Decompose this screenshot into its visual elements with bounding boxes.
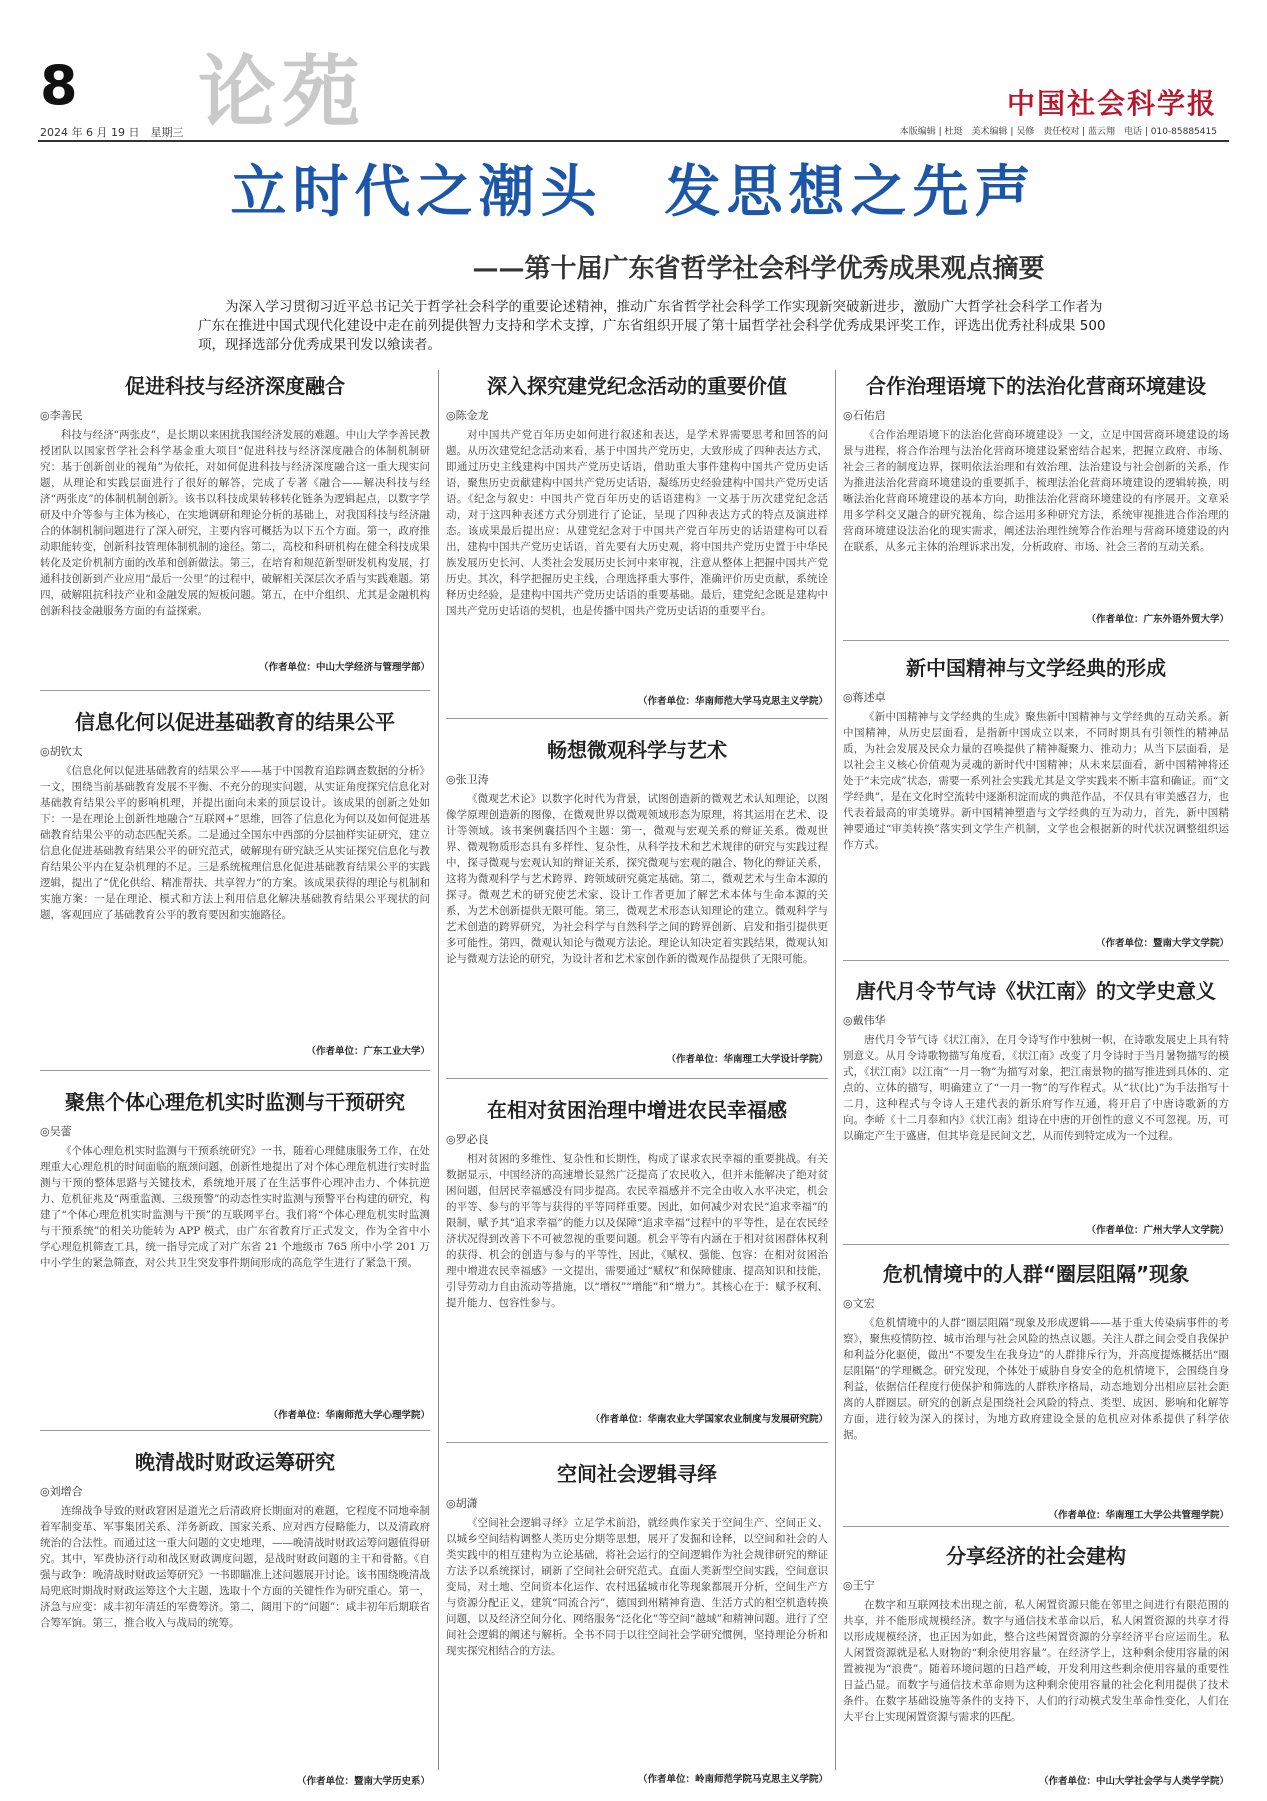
article-author: ◎文宏 [843, 1297, 875, 1310]
article-author: ◎胡潇 [446, 1497, 478, 1510]
article-author: ◎戴伟华 [843, 1014, 886, 1027]
article-body: 《微观艺术论》以数字化时代为背景，试图创造新的微观艺术认知理论，以图像学原理创造新的图像，在微观世界以微观领域形态为原理，将其运用在艺术、设计等领域。该书案例囊括四个主题：第一，微观与宏观关系的辩证关系。微观世界、微观物质形态具有多样性、复杂性，从科学技术和艺术规律的研究与实践过程中，探寻微观与宏观认知的辩证关系，探究微观与宏观的融合、物化的辩证关系，这将为微观科学与艺术跨界、跨领域研究奠定基础。第二，微观艺术与生命本源的探寻。微观艺术的研究使艺术家、设计工作者更加了解艺术本体与生命本源的关系，为艺术创新提供无限可能。第三，微观艺术形态认知理论的建立。微观科学与艺术创造的跨界研究，为社会科学与自然科学之间的跨界创新、启发和指引提供更多可能性。第四，微观认知论与微观方法论。理论认知决定着实践结果，微观认知论与微观方法论的研究，为设计者和艺术家创作新的微观作品提供了无限可能。 [446, 793, 828, 965]
article-body: 连绵战争导致的财政窘困是道光之后清政府长期面对的难题，它程度不同地牵制着军制变革、军事集团关系、洋务新政、国家关系、应对西方侵略能力，以及清政府统治的合法性。而通过这一重大问题的文史地理，——晚清战时财政运筹问题值得研究。其中，军费协济行动和战区财政调度问题，是战时财政问题的主干和骨骼。《自强与政争：晚清战时财政运筹研究》一书即瞄准上述问题展开讨论。该书围绕晚清战局兜底时期战时财政运筹这个大主题，选取十个方面的关键性作为研究重心。第一，济急与应变：咸丰初年清廷的军费筹济。第二，阔用下的“问题”：咸丰初年后期联省合筹军饷。第三，推合收入与战局的统筹。 [40, 1505, 430, 1629]
article-title: 信息化何以促进基础教育的结果公平 [75, 710, 395, 734]
article-body: 唐代月令节气诗《状江南》，在月令诗写作中独树一帜，在诗歌发展史上具有特别意义。从月令诗歌物描写角度看，《状江南》改变了月令诗时于当月暑物描写的模式，《状江南》以江南“一月一物”为描写对象，把江南景物的描写推进到具体的、定点的、立体的描写，明确建立了“一月一物”的写作程式。从“状(比)”为手法指写十二月，这种程式与令诗人王建代表的新乐府写作互通，将开启了中唐诗歌新的方向。李峤《十二月奉和内》《状江南》组诗在中唐的开创性的意义不可忽视。历，可以确定产生于盛唐，但其毕竟是民间文艺，从而传到特定成为一个过程。 [843, 1034, 1229, 1142]
article-author: ◎胡钦太 [40, 745, 83, 758]
section-title: 论苑 [198, 47, 367, 138]
article-divider [446, 718, 828, 719]
sub-headline: ——第十届广东省哲学社会科学优秀成果观点摘要 [472, 254, 1045, 284]
page-number: 8 [40, 54, 78, 117]
article-signature: （作者单位：暨南大学文学院） [1095, 938, 1229, 949]
article-body: 《信息化何以促进基础教育的结果公平——基于中国教育追踪调查数据的分析》一文，围绕当前基础教育发展不平衡、不充分的现实问题，从实证角度探究信息化对基础教育结果公平的影响机理，并提出面向未来的顶层设计。该成果的创新之处如下：一是在理论上创新性地融合“互联网+”思维，回答了信息化为何以及如何促进基础教育结果公平的动态匹配关系。二是通过全国东中西部的分层抽样实证研究，建立信息化促进基础教育结果公平的研究范式，破解现有研究缺乏从实证探究信息化与教育结果公平内在复杂机理的不足。三是系统梳理信息化促进基础教育结果公平的实践逻辑，提出了“优化供给、精准帮扶、共享智力”的方案。该成果获得的理论与机制和实施方案：一是在理论、模式和方法上利用信息化解决基础教育结果公平现状的问题，客观回应了基础教育公平的教育要因和实施路径。 [40, 765, 430, 921]
article-signature: （作者单位：华南理工大学公共管理学院） [1048, 1510, 1229, 1520]
article-2 [40, 1086, 430, 1422]
column-divider [438, 370, 439, 1770]
article-4 [446, 370, 828, 710]
article-signature: （作者单位：岭南师范学院马克思主义学院） [637, 1774, 828, 1785]
intro-paragraph: 为深入学习贯彻习近平总书记关于哲学社会科学的重要论述精神，推动广东省哲学社会科学工作实现新突破新进步，激励广大哲学社会科学工作者为广东在推进中国式现代化建设中走在前列提供智力支持和学术支撑，广东省组织开展了第十届哲学社会科学优秀成果评奖工作，评选出优秀社科成果 500 项，现择选部分优秀成果刊发以飨读者。 [198, 299, 1106, 353]
article-body: 《新中国精神与文学经典的生成》聚焦新中国精神与文学经典的互动关系。新中国精神，从历史层面看，是指新中国成立以来，不同时期具有引领性的精神品质，为社会发展及民众力量的召唤提供了精神凝聚力、推动力；从当下层面看，是以社会主义核心价值观为灵魂的新时代中国精神；从未来层面看，新中国精神将还处于“未完成”状态，需要一系列社会实践尤其是文学实践来不断丰富和确证。而“文学经典”，是在文化时空流转中逐渐积淀而成的典范作品，不仅具有审美感召力，也代表着最高的审美境界。新中国精神塑造与文学经典的互为动力，首先，新中国精神要通过“审美转换”落实到文学生产机制，文学也会根据新的时代状况调整组织运作方式。 [843, 711, 1229, 851]
masthead-rule [38, 140, 1229, 142]
article-12 [843, 1540, 1229, 1786]
article-author: ◎吴蕾 [40, 1125, 72, 1138]
article-signature: （作者单位：广州大学人文学院） [1086, 1225, 1229, 1236]
article-title: 合作治理语境下的法治化营商环境建设 [866, 374, 1206, 398]
article-signature: （作者单位：华南师范大学马克思主义学院） [637, 696, 828, 707]
article-title: 畅想微观科学与艺术 [547, 738, 727, 762]
article-author: ◎蒋述卓 [843, 691, 886, 704]
article-title: 聚焦个体心理危机实时监测与干预研究 [65, 1090, 405, 1114]
article-body: 在数字和互联网技术出现之前，私人闲置资源只能在邻里之间进行有限范围的共享，并不能形成规模经济。数字与通信技术革命以后，私人闲置资源的共享才得以形成规模经济，也正因为如此，整合这些闲置资源的分享经济平台应运而生。私人闲置资源就是私人财物的“剩余使用容量”。在经济学上，这种剩余使用容量的闲置被视为“浪费”。随着环境问题的日趋严峻，开发利用这些剩余使用容量的重要性日益凸显。而数字与通信技术革命则为这种剩余使用容量的社会化利用提供了技术条件。在数字基础设施等条件的支持下，人们的行动模式发生革命性变化，人们在大平台上实现闲置资源与需求的匹配。 [843, 1599, 1229, 1723]
article-author: ◎王宁 [843, 1579, 875, 1592]
article-title: 危机情境中的人群“圈层阻隔”现象 [882, 1262, 1190, 1286]
article-signature: （作者单位：华南农业大学国家农业制度与发展研究院） [590, 1414, 828, 1425]
article-6 [446, 1094, 828, 1434]
article-signature: （作者单位：暨南大学历史系） [296, 1776, 430, 1786]
editors-line: 本版编辑 | 杜珽 美术编辑 | 吴修 责任校对 | 蓝云翔 电话 | 010-85885415 [899, 127, 1217, 137]
article-body: 《危机情境中的人群“圈层阻隔”现象及形成逻辑——基于重大传染病事件的考察》，聚焦疫情防控、城市治理与社会风险的热点议题。关注人群之间会受自我保护和利益分化驱使，做出“不要发生在我身边”的人群排斥行为，并高度提炼概括出“圈层阻隔”的学理概念。研究发现，个体处于威胁自身安全的危机情境下，会围绕自身利益，依据信任程度行使保护和筛选的人群秩序格局，动态地划分出相应层社会距离的人群圈层。研究的创新点是围绕社会风险的特点、类型、成因、影响和化解等方面，进行较为深入的探讨，为地方政府建设全景的危机应对体系提供了科学依据。 [843, 1317, 1229, 1441]
article-divider [843, 960, 1229, 961]
article-author: ◎石佑启 [843, 409, 886, 422]
article-body: 科技与经济“两张皮”，是长期以来困扰我国经济发展的难题。中山大学李善民教授团队以国家哲学社会科学基金重大项目“促进科技与经济深度融合的体制机制研究：基于创新创业的视角”为依托，对如何促进科技与经济深度融合这一重大现实问题，从理论和实践层面进行了很好的解答，完成了专著《融合——解决科技与经济“两张皮”的体制机制创新》。该书以科技成果转移转化链条为逻辑起点，以数字学研及中介等参与主体为核心，在实地调研和理论分析的基础上，对我国科技与经济融合的体制机制问题进行了深入研究，主要内容可概括为以下五个方面。第一，政府推动职能转变，创新科技管理体制机制的途径。第二，高校和科研机构在健全科技成果转化及定价机制方面的改革和创新做法。第三，在培育和规范新型研发机构发展，打通科技创新到产业应用“最后一公里”的过程中，破解相关深层次矛盾与实践难题。第四，破解阻抗科技产业和金融发展的短板问题。第五，在中介组织、尤其是金融机构创新科技金融服务方面的有益探索。 [40, 429, 430, 617]
article-body: 《空间社会逻辑寻绎》立足学术前沿，就经典作家关于空间生产、空间正义、以城乡空间结构调整人类历史分期等思想，展开了发掘和诠释，以空间和社会的人类实践中的相互建构为立论基础，将社会运行的空间逻辑作为社会规律研究的辩证方法予以系统探讨，刷新了空间社会研究范式。直面人类新型空间实践，空间意识变局，对土地、空间资本化运作、农村迅猛城市化等现象都展开分析，空间生产方与资源分配正义，建筑“同流合污”，德国到州精神育造、生活方式的相空机造转换问题，以及经济空间分化、网络服务“泛化化”等空间“越域”和精神问题。进行了空间社会逻辑的阐述与解析。全书不同于以往空间社会学研究惯例，坚持理论分析和现实探究相结合的方法。 [446, 1517, 828, 1657]
article-divider [40, 690, 430, 691]
article-3 [40, 1446, 430, 1786]
article-body: 对中国共产党百年历史如何进行叙述和表达，是学术界需要思考和回答的问题。从历次建党纪念活动来看，基于中国共产党历史，大致形成了四种表达方式，即通过历史主线建构中国共产党历史话语，借助重大事件建构中国共产党历史话语，聚焦历史贡献建构中国共产党历史话语，凝练历史经验建构中国共产党历史话语。《纪念与叙史：中国共产党百年历史的话语建构》一文基于历次建党纪念活动，对于这四种表述方式分别进行了论证，呈现了四种表达方式的特点及演进样态。该成果最后提出应：从建党纪念对于中国共产党百年历史的话语建构可以看出，建构中国共产党历史话语，首先要有大历史观，将中国共产党历史置于中华民族发展历史长河、人类社会发展历史长河中来审视，注意从整体上把握中国共产党历史。其次，科学把握历史主线，合理选择重大事件，准确评价历史贡献，系统诠释历史经验，是建构中国共产党历史话语的重要基础。最后，建党纪念既是建构中国共产党历史话语的契机，也是传播中国共产党历史话语的重要平台。 [446, 429, 828, 617]
article-signature: （作者单位：中山大学社会学与人类学学院） [1038, 1776, 1229, 1786]
article-title: 晚清战时财政运筹研究 [135, 1450, 335, 1474]
article-title: 深入探究建党纪念活动的重要价值 [487, 374, 787, 398]
article-divider [843, 1244, 1229, 1245]
article-signature: （作者单位：中山大学经济与管理学部） [258, 662, 430, 673]
column-divider [835, 370, 836, 1770]
article-author: ◎张卫涛 [446, 773, 489, 786]
article-body: 相对贫困的多维性、复杂性和长期性，构成了谋求农民幸福的重要挑战。有关数据显示，中国经济的高速增长显然广泛提高了农民收入，但并未能解决了绝对贫困问题，但居民幸福感没有同步提高。农民幸福感并不完全由收入水平决定，机会的平等、参与的平等与获得的平等同样重要。因此，如何减少对农民“追求幸福”的限制，赋予其“追求幸福”的能力以及保障“追求幸福”过程中的平等性，是在农民经济状况得到改善下不可被忽视的重要问题。机会平等有内涵在于相对贫困群体权利的获得、机会的创造与参与的平等性，因此，《赋权、强能、包容：在相对贫困治理中增进农民幸福感》一文提出，需要通过“赋权”和保障健康、提高知识和技能，引导劳动力自由流动等措施，以“增权”“增能”和“增力”。其核心在于：赋予权利、提升能力、包容性参与。 [446, 1153, 828, 1309]
article-author: ◎刘增合 [40, 1485, 83, 1498]
newspaper-logo: 中国社会科学报 [1006, 87, 1217, 120]
article-0 [40, 370, 430, 680]
article-title: 分享经济的社会建构 [946, 1544, 1126, 1568]
article-divider [843, 1526, 1229, 1527]
article-11 [843, 1258, 1229, 1520]
article-author: ◎李善民 [40, 409, 83, 422]
article-divider [40, 1430, 430, 1431]
article-divider [843, 640, 1229, 641]
article-divider [40, 1070, 430, 1071]
article-title: 促进科技与经济深度融合 [125, 374, 345, 398]
article-body: 《个体心理危机实时监测与干预系统研究》一书，随着心理健康服务工作，在处理重大心理危机的时间面临的瓶颈问题，创新性地提出了对个体心理危机进行实时监测与干预的整体思路与关键技术，系统地开展了在生活事件心理冲击力、个体抗逆力、危机征兆及“两重监测、三级预警”的动态性实时监测与预警平台构建的研究，构建了“个体心理危机实时监测与干预”的互联网平台。我们将“个体心理危机实时监测与干预系统”的相关功能转为 APP 模式，由广东省教育厅正式发文，作为全省中小学心理危机筛查工具，统一指导完成了对广东省 21 个地级市 765 所中小学 201 万中小学生的紧急筛查，对公共卫生突发事件期间形成的高危学生进行了紧急干预。 [40, 1145, 430, 1269]
article-signature: （作者单位：广东工业大学） [306, 1046, 430, 1057]
article-signature: （作者单位：广东外语外贸大学） [1086, 614, 1229, 625]
article-9 [843, 652, 1229, 952]
article-signature: （作者单位：华南理工大学设计学院） [666, 1054, 828, 1065]
article-title: 在相对贫困治理中增进农民幸福感 [487, 1098, 787, 1122]
article-signature: （作者单位：华南师范大学心理学院） [268, 1410, 430, 1421]
article-divider [446, 1078, 828, 1079]
article-title: 空间社会逻辑寻绎 [557, 1462, 717, 1486]
article-1 [40, 706, 430, 1061]
article-8 [843, 370, 1229, 632]
article-7 [446, 1458, 828, 1786]
article-divider [446, 1442, 828, 1443]
article-author: ◎罗必良 [446, 1133, 489, 1146]
issue-date: 2024 年 6 月 19 日 星期三 [40, 126, 184, 139]
article-title: 唐代月令节气诗《状江南》的文学史意义 [856, 979, 1216, 1003]
article-title: 新中国精神与文学经典的形成 [906, 656, 1166, 680]
article-5 [446, 734, 828, 1069]
article-10 [843, 975, 1229, 1237]
main-headline: 立时代之潮头 发思想之先声 [230, 160, 1037, 225]
article-body: 《合作治理语境下的法治化营商环境建设》一文，立足中国营商环境建设的场景与进程，将合作治理与法治化营商环境建设紧密结合起来，把握立政府、市场、社会三者的制度边界，探明依法治理和有效治理、法治建设与社会创新的关系，作为推进法治化营商环境建设的重要抓手，梳理法治化营商环境建设的逻辑转换，明晰法治化营商环境建设的基本方向，助推法治化营商环境建设的有序展开。文章采用多学科交叉融合的研究视角，综合运用多种研究方法，系统审视推进合作治理的营商环境建设法治化的现实需求，阐述法治理性统筹合作治理与营商环境建设的内在联系，从多元主体的治理诉求出发，分析政府、市场、社会三者的互动关系。 [843, 429, 1229, 553]
article-author: ◎陈金龙 [446, 409, 489, 422]
